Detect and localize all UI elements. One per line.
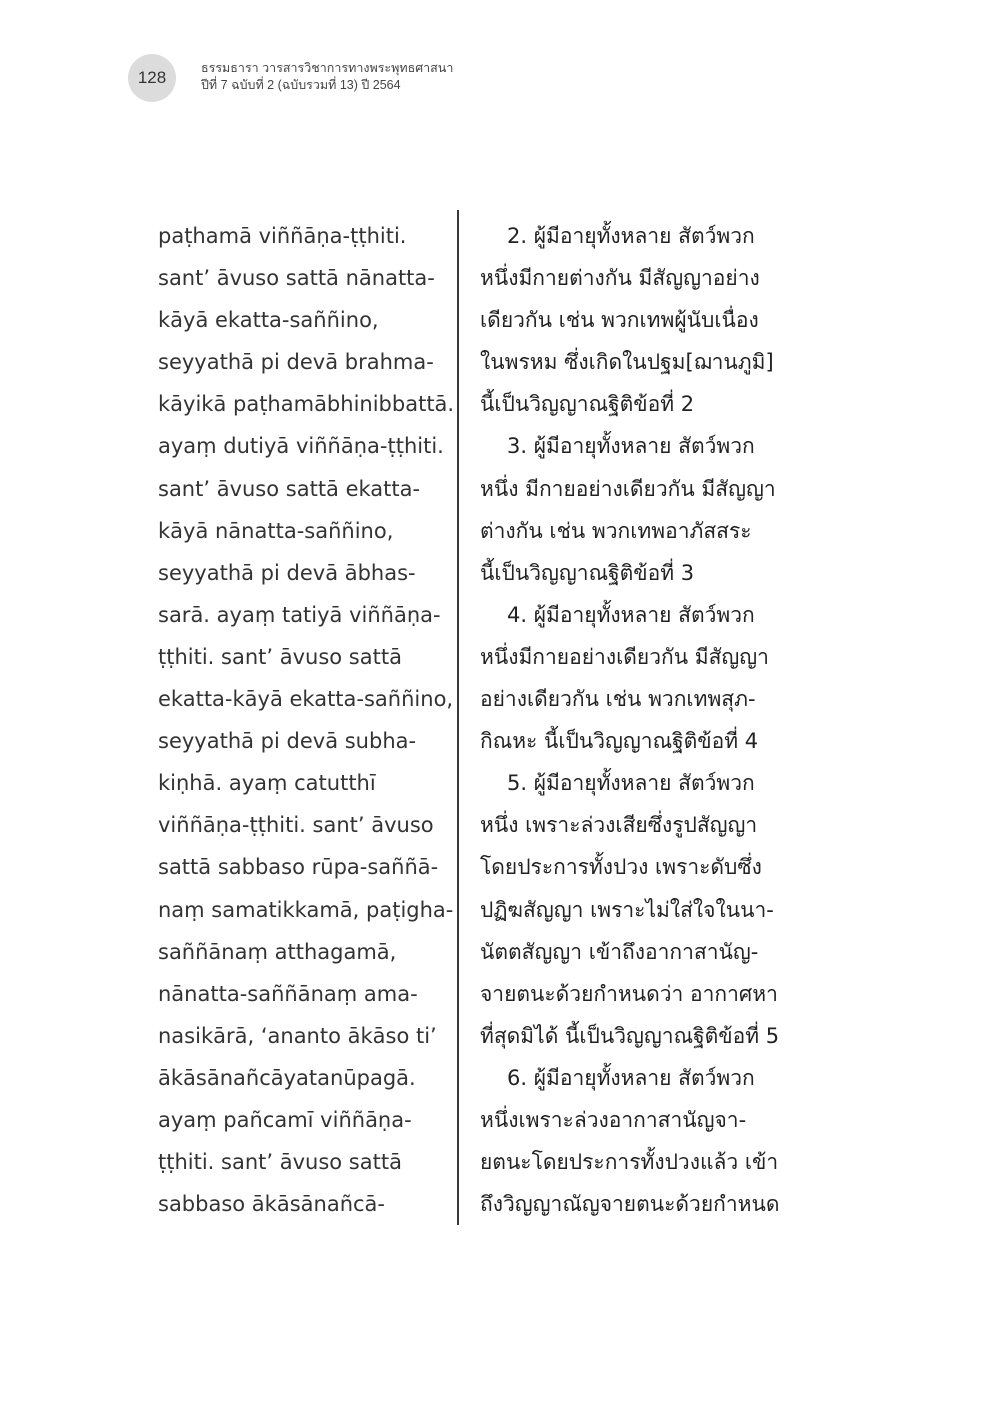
thai-line: 2. ผู้มีอายุทั้งหลาย สัตว์พวก: [507, 224, 755, 248]
pali-line: seyyathā pi devā subha-: [158, 729, 417, 754]
pali-line: ṭṭhiti. sant’ āvuso sattā: [158, 1150, 402, 1175]
thai-line: นัตตสัญญา เข้าถึงอากาสานัญ-: [480, 939, 759, 964]
pali-line: ayaṃ dutiyā viññāṇa-ṭṭhiti.: [158, 434, 444, 459]
thai-line: หนึ่งมีกายอย่างเดียวกัน มีสัญญา: [480, 644, 769, 669]
thai-line: ในพรหม ซึ่งเกิดในปฐม[ฌานภูมิ]: [480, 350, 774, 375]
thai-line: 4. ผู้มีอายุทั้งหลาย สัตว์พวก: [507, 602, 755, 627]
thai-line: หนึ่งเพราะล่วงอากาสานัญจา-: [480, 1107, 747, 1132]
pali-line: viññāṇa-ṭṭhiti. sant’ āvuso: [158, 813, 434, 838]
pali-line: ṭṭhiti. sant’ āvuso sattā: [158, 644, 402, 669]
thai-line: 6. ผู้มีอายุทั้งหลาย สัตว์พวก: [507, 1065, 755, 1090]
column-divider: [457, 210, 459, 1225]
pali-line: naṃ samatikkamā, paṭigha-: [158, 897, 454, 922]
journal-info: [201, 60, 453, 94]
thai-line: หนึ่ง มีกายอย่างเดียวกัน มีสัญญา: [480, 476, 776, 501]
thai-translation-column: [480, 215, 820, 1225]
pali-text-column: [158, 215, 455, 1225]
thai-line: ถึงวิญญาณัญจายตนะด้วยกำหนด: [480, 1192, 780, 1217]
thai-line: เดียวกัน เช่น พวกเทพผู้นับเนื่อง: [480, 308, 759, 333]
pali-line: nasikārā, ‘ananto ākāso ti’: [158, 1023, 437, 1048]
thai-line: 5. ผู้มีอายุทั้งหลาย สัตว์พวก: [507, 771, 755, 796]
thai-line: ยตนะโดยประการทั้งปวงแล้ว เข้า: [480, 1150, 779, 1175]
pali-line: kāyā ekatta-saññino,: [158, 308, 379, 333]
pali-line: sattā sabbaso rūpa-saññā-: [158, 855, 439, 880]
thai-line: ต่างกัน เช่น พวกเทพอาภัสสระ: [480, 518, 752, 543]
pali-line: kāyikā paṭhamābhinibbattā.: [158, 392, 455, 417]
pali-line: sarā. ayaṃ tatiyā viññāṇa-: [158, 602, 441, 627]
pali-line: sant’ āvuso sattā ekatta-: [158, 476, 421, 501]
pali-line: seyyathā pi devā ābhas-: [158, 560, 416, 585]
pali-line: ākāsānañcāyatanūpagā.: [158, 1065, 416, 1090]
thai-line: 3. ผู้มีอายุทั้งหลาย สัตว์พวก: [507, 434, 755, 459]
thai-line: อย่างเดียวกัน เช่น พวกเทพสุภ-: [480, 687, 756, 712]
thai-line: หนึ่งมีกายต่างกัน มีสัญญาอย่าง: [480, 266, 760, 291]
pali-line: sabbaso ākāsānañcā-: [158, 1192, 385, 1217]
pali-line: saññānaṃ atthagamā,: [158, 939, 397, 964]
thai-line: จายตนะด้วยกำหนดว่า อากาศหา: [480, 981, 778, 1006]
page-number-badge: 128: [128, 54, 176, 102]
thai-line: นี้เป็นวิญญาณฐิติข้อที่ 3: [480, 560, 695, 585]
thai-line: หนึ่ง เพราะล่วงเสียซึ่งรูปสัญญา: [480, 813, 758, 838]
thai-line: นี้เป็นวิญญาณฐิติข้อที่ 2: [480, 392, 695, 417]
running-header: [128, 54, 648, 102]
pali-line: paṭhamā viññāṇa-ṭṭhiti.: [158, 224, 407, 248]
pali-line: ekatta-kāyā ekatta-saññino,: [158, 687, 454, 712]
thai-line: ปฏิฆสัญญา เพราะไม่ใส่ใจในนา-: [480, 897, 774, 922]
thai-line: กิณหะ นี้เป็นวิญญาณฐิติข้อที่ 4: [480, 729, 759, 754]
pali-line: ayaṃ pañcamī viññāṇa-: [158, 1107, 412, 1132]
pali-line: nānatta-saññānaṃ ama-: [158, 981, 418, 1006]
pali-line: seyyathā pi devā brahma-: [158, 350, 434, 375]
journal-issue: ปีที่ 7 ฉบับที่ 2 (ฉบับรวมที่ 13) ปี 2564: [201, 78, 401, 92]
thai-line: ที่สุดมิได้ นี้เป็นวิญญาณฐิติข้อที่ 5: [480, 1023, 780, 1048]
pali-line: kiṇhā. ayaṃ catutthī: [158, 771, 376, 796]
pali-line: sant’ āvuso sattā nānatta-: [158, 266, 435, 291]
thai-line: โดยประการทั้งปวง เพราะดับซึ่ง: [480, 855, 762, 880]
journal-title: ธรรมธารา วารสารวิชาการทางพระพุทธศาสนา: [201, 61, 454, 75]
pali-line: kāyā nānatta-saññino,: [158, 518, 394, 543]
